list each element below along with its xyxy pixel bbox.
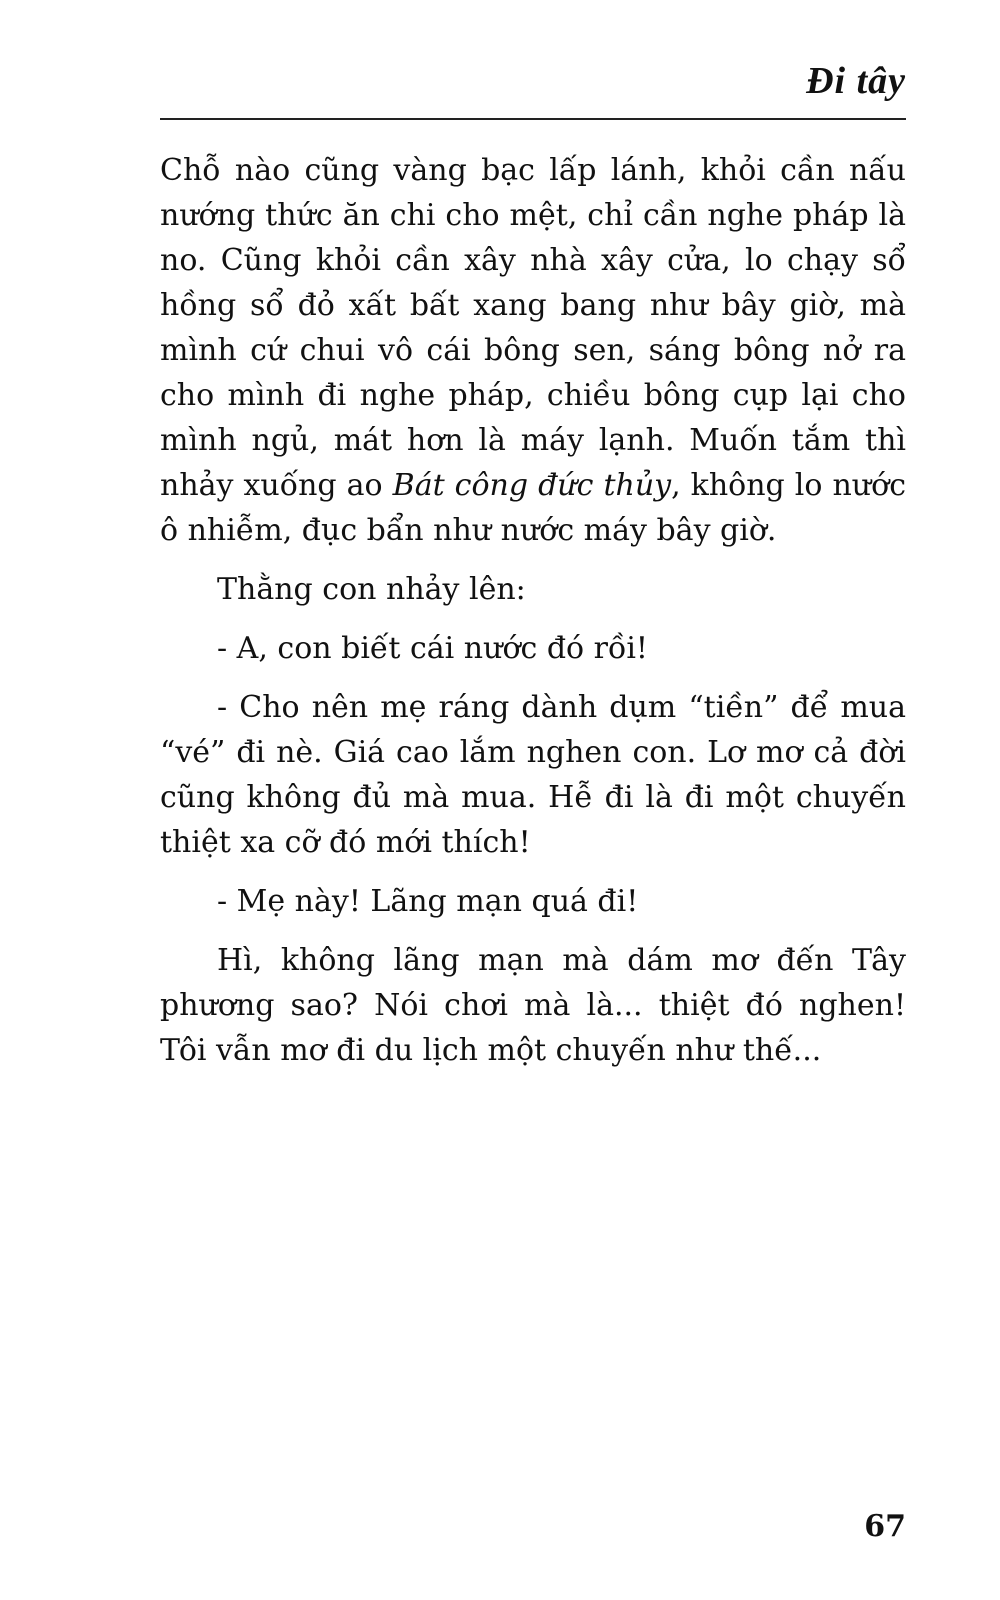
paragraph-1-italic-term: Bát công đức thủy	[392, 468, 672, 503]
paragraph-2: Thằng con nhảy lên:	[217, 572, 526, 607]
paragraph-5-dialogue: - Mẹ này! Lãng mạn quá đi!	[217, 884, 639, 919]
page-number: 67	[864, 1509, 906, 1544]
paragraph-4-dialogue: - Cho nên mẹ ráng dành dụm “tiền” để mua “vé” đi nè. Giá cao lắm nghen con. Lơ mơ cả đời cũng không đủ mà mua. Hễ đi là đi một chuyến thiệt xa cỡ đó mới thích!	[160, 690, 906, 860]
body-text	[160, 148, 906, 1087]
paragraph-1-text-before: Chỗ nào cũng vàng bạc lấp lánh, khỏi cần nấu nướng thức ăn chi cho mệt, chỉ cần nghe pháp là no. Cũng khỏi cần xây nhà xây cửa, lo chạy sổ hồng sổ đỏ xất bất xang bang như bây giờ, mà mình cứ chui vô cái bông sen, sáng bông nở ra cho mình đi nghe pháp, chiều bông cụp lại cho mình ngủ, mát hơn là máy lạnh. Muốn tắm thì nhảy xuống ao	[160, 153, 906, 503]
header-divider	[160, 118, 906, 120]
paragraph-3-dialogue: - A, con biết cái nước đó rồi!	[217, 631, 648, 666]
running-header-title: Đi tây	[806, 60, 906, 102]
paragraph-6: Hì, không lãng mạn mà dám mơ đến Tây phương sao? Nói chơi mà là... thiệt đó nghen! Tôi vẫn mơ đi du lịch một chuyến như thế...	[160, 943, 906, 1068]
paragraph-1-text-after: , không lo nước ô nhiễm, đục bẩn như nước máy bây giờ.	[160, 468, 906, 548]
paragraph-1	[160, 148, 906, 553]
